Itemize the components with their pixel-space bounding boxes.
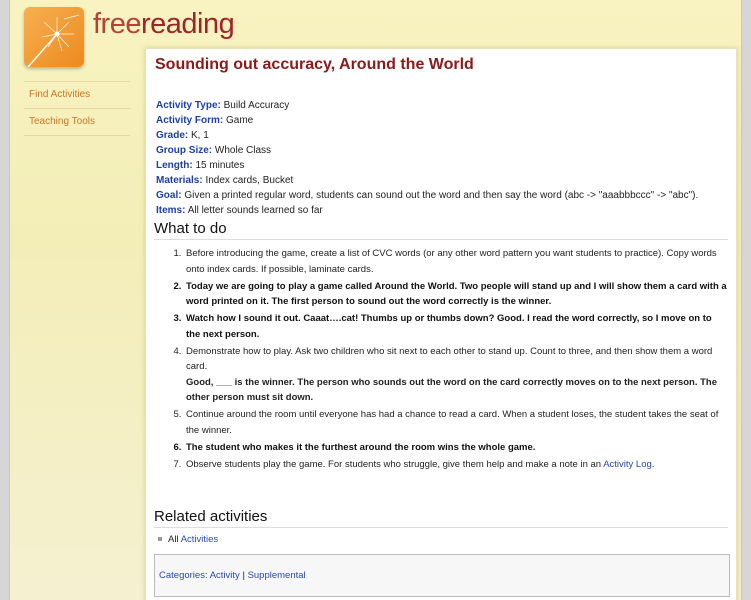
step-item: 6. The student who makes it the furthest around the room wins the whole game. bbox=[184, 440, 728, 456]
step-item: 3. Watch how I sound it out. Caaat….cat! Thumbs up or thumbs down? Good. I read the word correctly, so I move on to the next person. bbox=[184, 311, 728, 342]
meta-value: Given a printed regular word, students can sound out the word and then say the word (abc -> "aaabbbccc" -> "abc"). bbox=[184, 190, 699, 201]
meta-label: Activity Form: bbox=[156, 115, 224, 126]
related-activities-heading: Related activities bbox=[154, 508, 728, 528]
related-list bbox=[158, 534, 728, 545]
all-label: All bbox=[168, 534, 179, 545]
category-supplemental-link[interactable]: Supplemental bbox=[247, 570, 306, 581]
page-title: Sounding out accuracy, Around the World bbox=[155, 56, 474, 73]
step-item: 1. Before introducing the game, create a list of CVC words (or any other word pattern you want students to practice). Copy words onto index cards. If possible, laminate cards. bbox=[184, 246, 728, 277]
categories-box bbox=[154, 554, 730, 597]
meta-label: Length: bbox=[156, 160, 193, 171]
meta-label: Items: bbox=[156, 205, 186, 216]
meta-group-size bbox=[156, 143, 728, 158]
meta-activity-form bbox=[156, 113, 728, 128]
categories-sep: : bbox=[204, 570, 208, 581]
meta-items bbox=[156, 203, 728, 218]
categories-link[interactable]: Categories bbox=[159, 570, 205, 581]
main-content bbox=[145, 48, 737, 600]
activity-log-link[interactable]: Activity Log bbox=[603, 458, 652, 470]
category-divider: | bbox=[242, 570, 245, 581]
nav-teaching-tools[interactable]: Teaching Tools bbox=[24, 108, 130, 136]
meta-label: Activity Type: bbox=[156, 100, 221, 111]
meta-goal bbox=[156, 188, 728, 203]
dandelion-logo-icon[interactable] bbox=[24, 7, 84, 67]
step-script: Good, ___ is the winner. The person who sounds out the word on the card correctly moves on to the next person. The other person must sit down. bbox=[186, 376, 718, 403]
meta-value: Build Accuracy bbox=[223, 100, 290, 111]
meta-label: Goal: bbox=[156, 190, 182, 201]
what-to-do-heading: What to do bbox=[154, 220, 728, 240]
meta-grade bbox=[156, 128, 728, 143]
step-item bbox=[184, 457, 728, 473]
nav-find-activities[interactable]: Find Activities bbox=[24, 81, 130, 108]
sidebar-nav bbox=[24, 81, 130, 136]
left-window-edge bbox=[0, 0, 10, 600]
brand-part2: reading bbox=[140, 8, 235, 40]
meta-value: K, 1 bbox=[191, 130, 209, 141]
steps-list bbox=[184, 246, 728, 472]
freereading-logo-text[interactable] bbox=[93, 8, 234, 41]
activities-link[interactable]: Activities bbox=[180, 534, 219, 545]
meta-value: Game bbox=[226, 115, 254, 126]
list-item bbox=[158, 534, 728, 545]
step-item bbox=[184, 344, 728, 406]
meta-activity-type bbox=[156, 98, 728, 113]
step-text: . bbox=[651, 458, 655, 470]
meta-label: Materials: bbox=[156, 175, 203, 186]
step-text: Observe students play the game. For students who struggle, give them help and make a note in an bbox=[186, 458, 604, 470]
meta-label: Grade: bbox=[156, 130, 189, 141]
brand-part1: free bbox=[93, 8, 141, 40]
category-activity-link[interactable]: Activity bbox=[209, 570, 240, 581]
step-item: 5. Continue around the room until everyone has had a chance to read a card. When a student loses, the student takes the seat of the winner. bbox=[184, 407, 728, 438]
meta-value: 15 minutes bbox=[195, 160, 245, 171]
meta-value: Whole Class bbox=[214, 145, 272, 156]
meta-value: Index cards, Bucket bbox=[205, 175, 294, 186]
meta-materials bbox=[156, 173, 728, 188]
meta-length bbox=[156, 158, 728, 173]
meta-value: All letter sounds learned so far bbox=[187, 205, 323, 216]
meta-label: Group Size: bbox=[156, 145, 213, 156]
step-text: Demonstrate how to play. Ask two children who sit next to each other to stand up. Count to three, and then show them a word card. bbox=[186, 345, 713, 372]
step-item: 2. Today we are going to play a game called Around the World. Two people will stand up and I will show them a card with a word printed on it. The first person to sound out the word correctly is the winner. bbox=[184, 279, 728, 310]
scrollbar[interactable] bbox=[741, 0, 751, 600]
activity-metadata bbox=[154, 98, 728, 218]
